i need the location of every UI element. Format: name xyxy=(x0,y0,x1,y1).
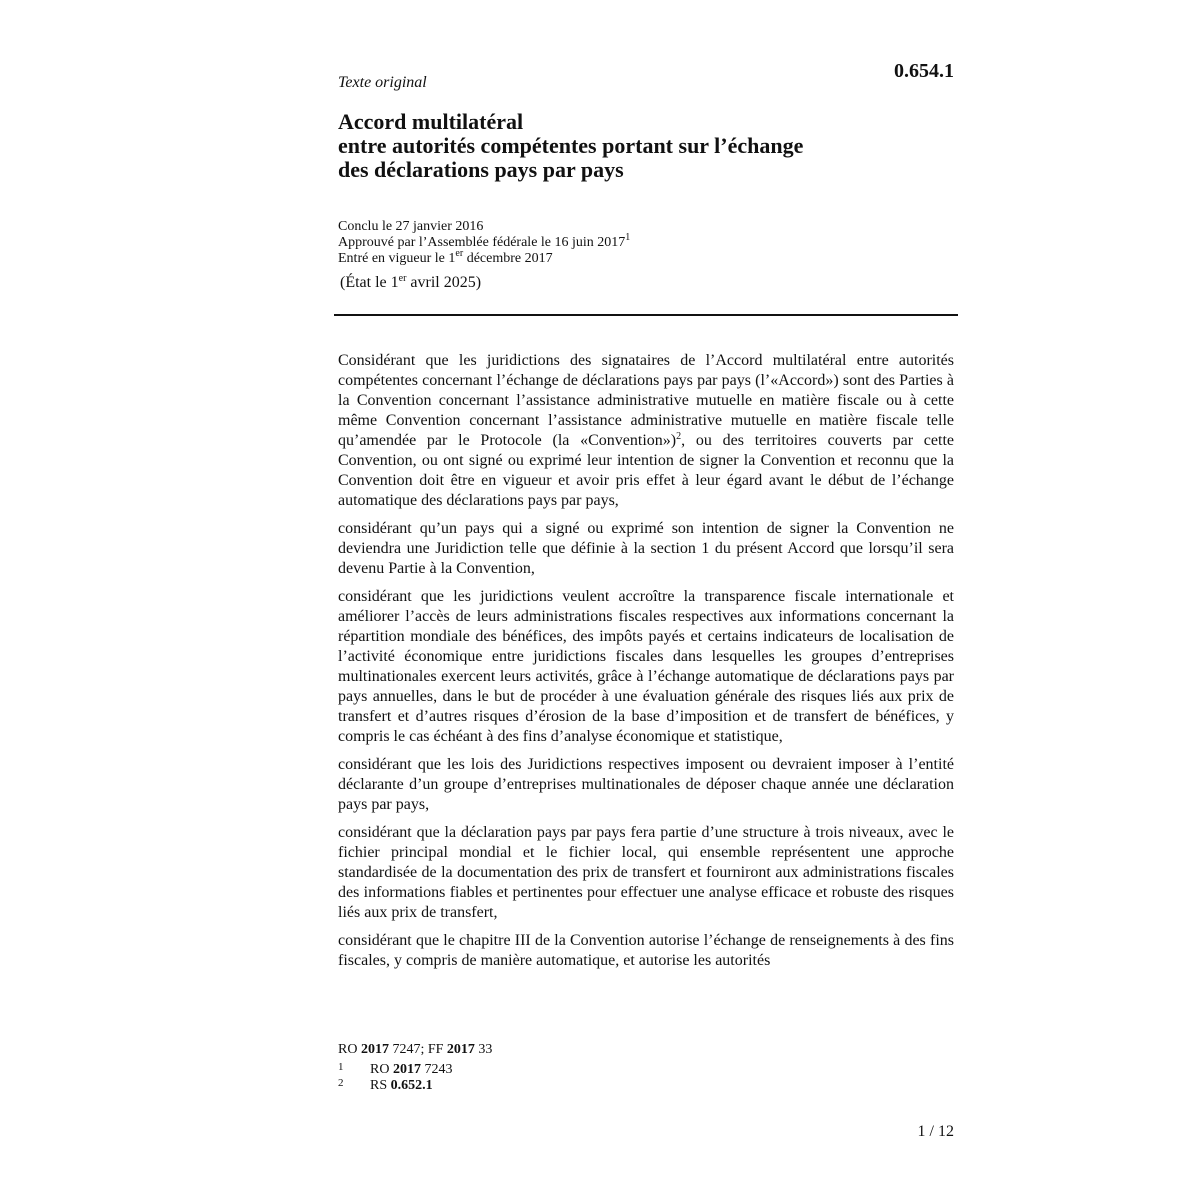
entry-into-force: Entré en vigueur le 1er décembre 2017 xyxy=(338,248,553,266)
paragraph: considérant que la déclaration pays par pays fera partie d’une structure à trois niveaux, avec le fichier principal mondial et le fichier local, qui ensemble représentent une approche standardisée de la documentation des prix de transfert et fourniront aux administrations fiscales des informations fiables et pertinentes pour effectuer une analyse efficace et robuste des risques liés aux prix de transfert, xyxy=(338,824,954,921)
page-number: 1 / 12 xyxy=(917,1123,954,1140)
footnote-1: 1 RO 2017 7243 xyxy=(338,1061,453,1077)
paragraph: Considérant que les juridictions des signataires de l’Accord multilatéral entre autorités compétentes concernant l’échange de déclarations pays par pays (l’«Accord») sont des Parties à la Convention concernant l’assistance administrative mutuelle en matière fiscale ou à cette même Convention concernant l’assistance administrative mutuelle en matière fiscale telle qu’amendée par le Protocole (la «Convention»)$^2$, ou des territoires couverts par cette Convention, ou ont signé ou exprimé leur intention de signer la Convention et reconnu que la Convention doit être en vigueur et avoir pris effet à leur égard avant le début de l’échange automatique des déclarations pays par pays, xyxy=(338,352,955,509)
paragraph: considérant qu’un pays qui a signé ou exprimé son intention de signer la Convention ne deviendra une Juridiction telle que définie à la section 1 du présent Accord que lorsqu’il sera devenu Partie à la Convention, xyxy=(338,520,954,577)
footnote-ref-1[interactable]: 1 xyxy=(625,232,631,243)
title-line-3: des déclarations pays par pays xyxy=(338,157,624,182)
title-line-2: entre autorités compétentes portant sur l’échange xyxy=(338,133,804,158)
approval-date: Approuvé par l’Assemblée fédérale le 16 juin 2017$^1$ xyxy=(338,232,631,250)
document-metadata xyxy=(338,219,958,267)
footnotes xyxy=(338,1042,954,1094)
paragraph: considérant que les juridictions veulent accroître la transparence fiscale internationale et améliorer l’accès de leurs administrations fiscales respectives aux informations concernant la répartition mondiale des bénéfices, des impôts payés et certains indicateurs de localisation de l’activité économique entre juridictions fiscales dans lesquelles les groupes d’entreprises multinationales exercent leurs activités, grâce à l’échange automatique de déclarations pays par pays annuelles, dans le but de procéder à une évaluation générale des risques liés aux prix de transfert et d’autres risques d’érosion de la base d’imposition et de transfert de bénéfices, y compris le cas échéant à des fins d’analyse économique et statistique, xyxy=(338,588,954,745)
horizontal-rule xyxy=(334,314,958,316)
paragraph: considérant que les lois des Juridictions respectives imposent ou devraient imposer à l’entité déclarante d’un groupe d’entreprises multinationales de déposer chaque année une déclaration pays par pays, xyxy=(338,756,954,813)
state-date: (État le 1er avril 2025) xyxy=(340,273,482,291)
publication-reference: RO 2017 7247; FF 2017 33 xyxy=(338,1042,493,1057)
title-line-1: Accord multilatéral xyxy=(338,109,524,134)
concluded-date: Conclu le 27 janvier 2016 xyxy=(338,219,484,234)
document-title xyxy=(338,110,958,182)
paragraph: considérant que le chapitre III de la Convention autorise l’échange de renseignements à des fins fiscales, y compris de manière automatique, et autorise les autorités xyxy=(338,932,954,969)
footnote-ref-2[interactable]: 2 xyxy=(676,431,682,442)
original-text-label: Texte original xyxy=(338,74,427,91)
document-number: 0.654.1 xyxy=(894,60,954,82)
preamble-text xyxy=(338,351,954,979)
footnote-2: 2 RS 0.652.1 xyxy=(338,1077,433,1093)
